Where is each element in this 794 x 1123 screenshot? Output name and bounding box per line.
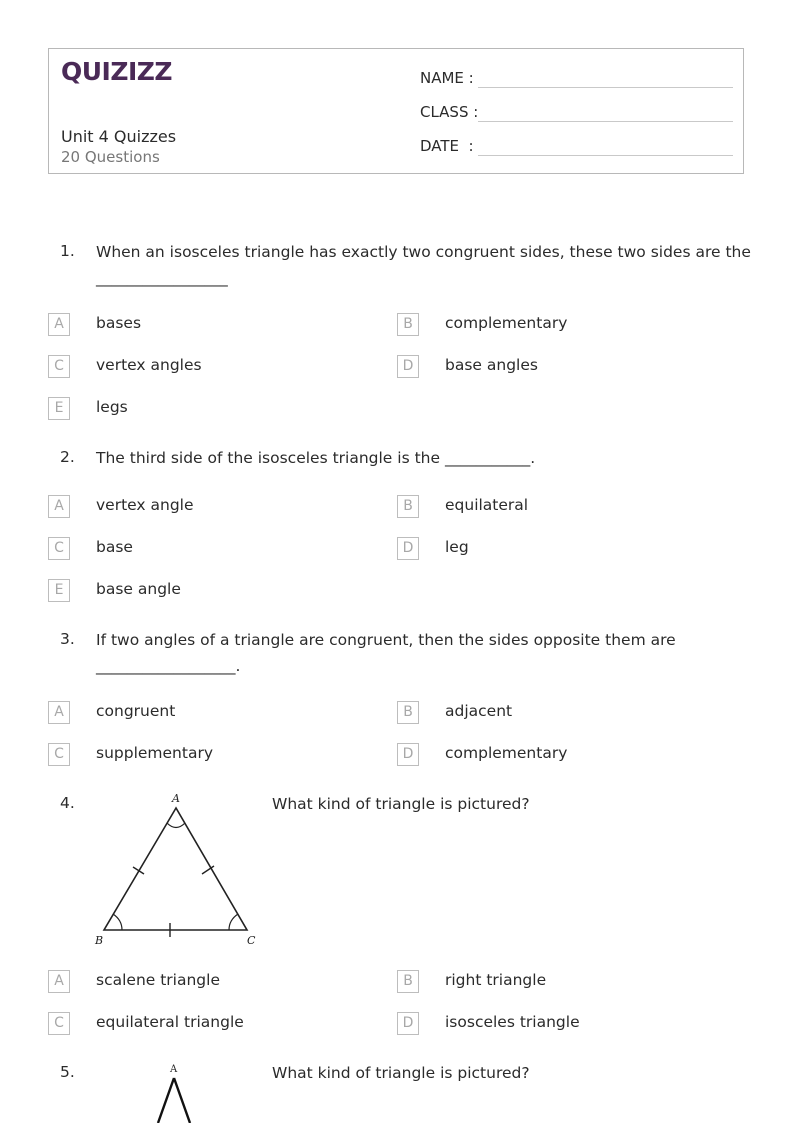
question-text <box>96 239 751 291</box>
option-letter-box: B <box>397 970 419 993</box>
triangle-side <box>174 1078 190 1123</box>
question-number: 1. <box>60 242 75 260</box>
name-line <box>478 87 733 88</box>
option-letter-box: D <box>397 1012 419 1035</box>
option-letter-box: B <box>397 701 419 724</box>
answer-blank: __________________. <box>96 657 241 675</box>
quiz-title: Unit 4 Quizzes <box>61 127 177 146</box>
triangle-figure-2 <box>150 1060 200 1123</box>
option-text: right triangle <box>445 971 547 989</box>
triangle-abc <box>104 808 247 930</box>
triangle-side <box>158 1078 174 1123</box>
worksheet-header <box>48 48 744 174</box>
option-text: congruent <box>96 702 176 720</box>
quizizz-logo: QUIZIZZ <box>61 57 173 86</box>
question-text: What kind of triangle is pictured? <box>272 1064 530 1082</box>
question-number: 2. <box>60 448 75 466</box>
option-letter-box: A <box>48 313 70 336</box>
class-label: CLASS : <box>420 103 479 121</box>
option-letter-box: B <box>397 313 419 336</box>
option-letter-box: D <box>397 355 419 378</box>
option-letter-box: C <box>48 743 70 766</box>
vertex-label-a: A <box>172 792 180 805</box>
option-text: base angles <box>445 356 538 374</box>
option-text: equilateral triangle <box>96 1013 244 1031</box>
question-number: 4. <box>60 794 75 812</box>
question-text-line: If two angles of a triangle are congruent, then the sides opposite them are <box>96 631 676 649</box>
option-text: complementary <box>445 314 568 332</box>
vertex-label-b: B <box>95 934 104 947</box>
option-letter-box: C <box>48 537 70 560</box>
option-text: leg <box>445 538 469 556</box>
angle-arc-c <box>229 914 238 930</box>
option-text: base <box>96 538 133 556</box>
option-letter-box: E <box>48 579 70 602</box>
option-text: bases <box>96 314 142 332</box>
option-text: scalene triangle <box>96 971 220 989</box>
option-text: vertex angles <box>96 356 202 374</box>
angle-arc-a <box>167 823 185 828</box>
question-number: 5. <box>60 1063 75 1081</box>
option-letter-box: C <box>48 355 70 378</box>
option-text: supplementary <box>96 744 213 762</box>
angle-arc-b <box>113 914 122 930</box>
name-label: NAME : <box>420 69 474 87</box>
option-letter-box: B <box>397 495 419 518</box>
class-field <box>420 103 478 121</box>
question-text: The third side of the isosceles triangle is the ___________. <box>96 449 536 467</box>
option-text: vertex angle <box>96 496 194 514</box>
triangle-figure <box>90 788 265 953</box>
date-label: DATE : <box>420 137 474 155</box>
class-line <box>478 121 733 122</box>
option-text: adjacent <box>445 702 513 720</box>
option-letter-box: D <box>397 743 419 766</box>
answer-blank: _________________ <box>96 269 228 287</box>
option-text: legs <box>96 398 128 416</box>
option-text: equilateral <box>445 496 529 514</box>
vertex-label-c: C <box>247 934 256 947</box>
question-text-line: When an isosceles triangle has exactly two congruent sides, these two sides are the <box>96 243 751 261</box>
question-number: 3. <box>60 630 75 648</box>
option-letter-box: C <box>48 1012 70 1035</box>
vertex-label-a: A <box>170 1064 178 1075</box>
name-field <box>420 69 474 87</box>
option-letter-box: A <box>48 701 70 724</box>
date-field <box>420 137 474 155</box>
option-letter-box: D <box>397 537 419 560</box>
question-text: What kind of triangle is pictured? <box>272 795 530 813</box>
option-text: complementary <box>445 744 568 762</box>
option-letter-box: E <box>48 397 70 420</box>
option-letter-box: A <box>48 495 70 518</box>
option-text: base angle <box>96 580 181 598</box>
question-count: 20 Questions <box>61 148 160 166</box>
question-text <box>96 627 676 679</box>
option-text: isosceles triangle <box>445 1013 580 1031</box>
option-letter-box: A <box>48 970 70 993</box>
date-line <box>478 155 733 156</box>
